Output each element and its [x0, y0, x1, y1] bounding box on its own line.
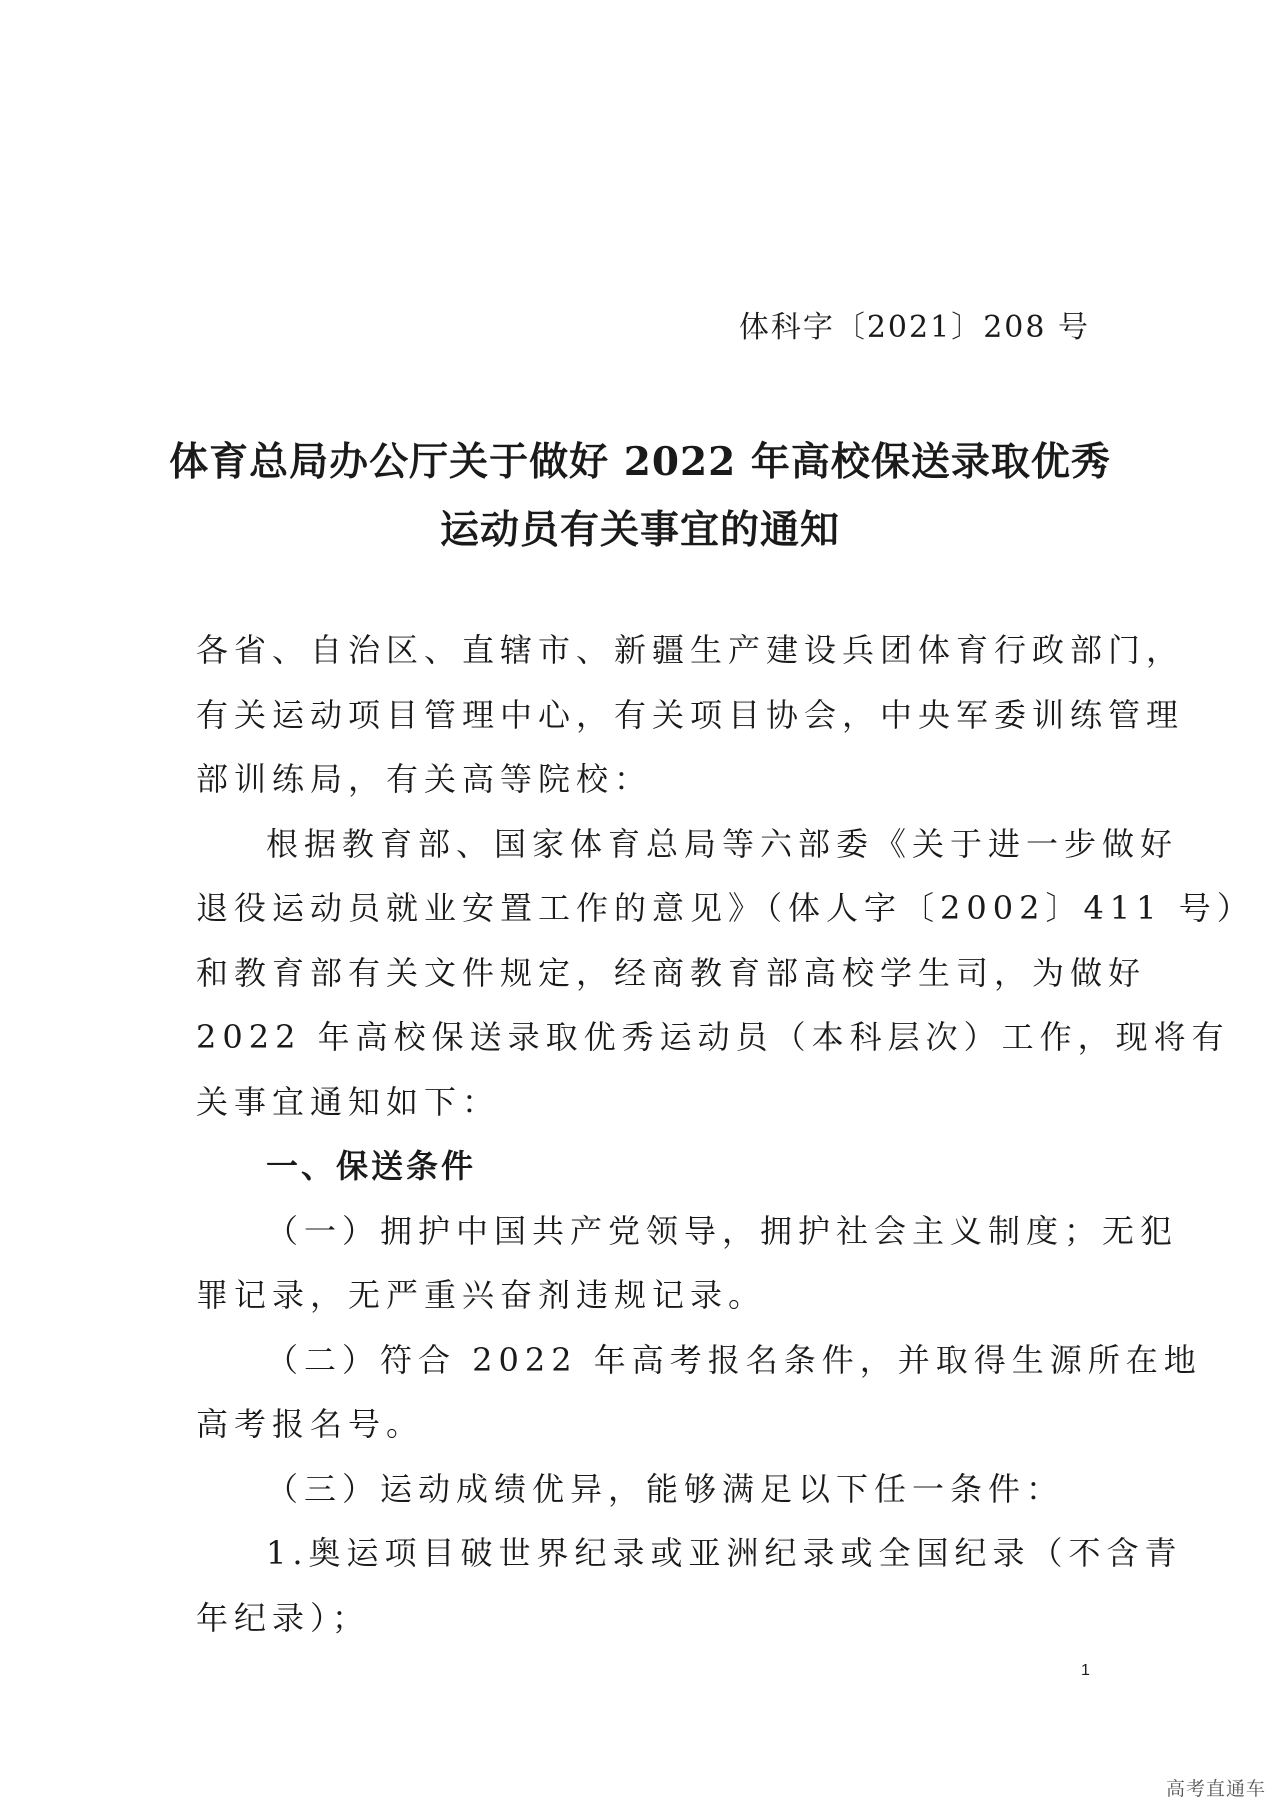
intro-line-1: 根据教育部、国家体育总局等六部委《关于进一步做好: [266, 824, 1179, 863]
item-1-line-2: 罪记录，无严重兴奋剂违规记录。: [196, 1276, 767, 1314]
item-3-line: （三）运动成绩优异，能够满足以下任一条件：: [266, 1469, 1065, 1508]
watermark: 高考直通车: [1165, 1778, 1266, 1800]
addressee-line-3: 部训练局，有关高等院校：: [196, 760, 653, 798]
addressee-line-2: 有关运动项目管理中心，有关项目协会，中央军委训练管理: [196, 695, 1185, 734]
addressee-line-1: 各省、自治区、直辖市、新疆生产建设兵团体育行政部门，: [196, 631, 1185, 669]
page-number: 1: [1081, 1662, 1090, 1679]
document-body: [196, 618, 1255, 1650]
subitem-1-line-2: 年纪录）；: [196, 1598, 371, 1637]
section-heading-1: 一、保送条件: [266, 1147, 477, 1185]
intro-line-3: 和教育部有关文件规定，经商教育部高校学生司，为做好: [196, 953, 1147, 992]
document-title: [150, 428, 1130, 564]
item-1-line-1: （一）拥护中国共产党领导，拥护社会主义制度；无犯: [266, 1211, 1179, 1250]
intro-line-5: 关事宜通知如下：: [196, 1082, 501, 1121]
subitem-1-line-1: 1.奥运项目破世界纪录或亚洲纪录或全国纪录（不含青: [266, 1534, 1183, 1572]
title-line-2: 运动员有关事宜的通知: [439, 507, 840, 553]
document-number: 体科字〔2021〕208 号: [738, 310, 1090, 345]
intro-line-4: 2022 年高校保送录取优秀运动员（本科层次）工作，现将有: [196, 1018, 1230, 1056]
item-2-line-2: 高考报名号。: [196, 1405, 425, 1443]
title-line-1: 体育总局办公厅关于做好 2022 年高校保送录取优秀: [169, 439, 1111, 485]
item-2-line-1: （二）符合 2022 年高考报名条件，并取得生源所在地: [266, 1340, 1202, 1379]
intro-line-2: 退役运动员就业安置工作的意见》（体人字〔2002〕411 号）: [196, 889, 1255, 927]
